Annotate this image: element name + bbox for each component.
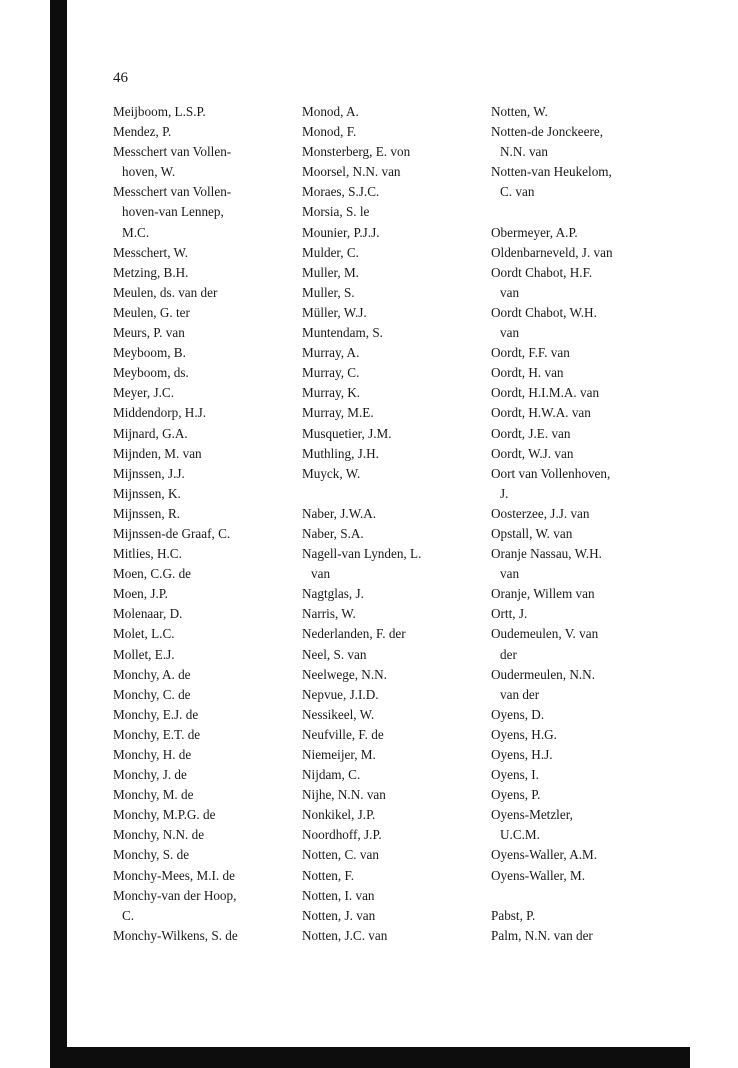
index-entry: Meyboom, ds. — [113, 365, 189, 381]
index-entry: Monchy, M.P.G. de — [113, 807, 216, 823]
index-entry: Oyens-Waller, M. — [491, 867, 585, 883]
index-entry-continuation: van — [500, 284, 520, 300]
index-entry: Nijdam, C. — [302, 767, 361, 783]
index-entry: Monchy, N.N. de — [113, 827, 205, 843]
index-entry: Monod, A. — [302, 104, 359, 119]
index-entry: Notten-de Jonckeere, — [491, 124, 604, 140]
index-entry: Mollet, E.J. — [113, 646, 175, 662]
index-entry: Notten, J. van — [302, 907, 376, 923]
index-entry-continuation: C. — [122, 907, 135, 923]
index-entry: Notten, F. — [302, 867, 355, 883]
index-entry: Mijnssen, J.J. — [113, 465, 185, 481]
index-entry: Muyck, W. — [302, 465, 361, 481]
section-gap — [491, 886, 681, 906]
index-entry: Metzing, B.H. — [113, 264, 189, 280]
index-entry: Oudermeulen, N.N. — [491, 666, 596, 682]
index-entry: Oyens-Waller, A.M. — [491, 847, 598, 863]
index-entry-continuation: van — [500, 566, 520, 582]
index-entry: Oyens-Metzler, — [491, 807, 573, 823]
index-entry: Obermeyer, A.P. — [491, 224, 578, 240]
index-entry: Mulder, C. — [302, 244, 359, 260]
index-entry: Niemeijer, M. — [302, 747, 376, 762]
index-entry: Moen, J.P. — [113, 586, 168, 602]
index-entry: Nagtglas, J. — [302, 586, 364, 602]
index-entry: Oudemeulen, V. van — [491, 626, 599, 642]
index-entry: Monchy, S. de — [113, 847, 190, 863]
index-entry: Monchy, E.J. de — [113, 706, 199, 722]
index-entry: Molet, L.C. — [113, 626, 175, 642]
index-entry: Moraes, S.J.C. — [302, 184, 380, 200]
index-entry: Notten-van Heukelom, — [491, 164, 612, 180]
index-column-2 — [302, 102, 492, 946]
index-entry: Meulen, G. ter — [113, 304, 190, 320]
index-entry: Neufville, F. de — [302, 726, 384, 742]
index-entry-continuation: N.N. van — [500, 144, 548, 160]
index-entry: Notten, C. van — [302, 847, 379, 863]
page-number: 46 — [113, 70, 128, 86]
index-entry: Moorsel, N.N. van — [302, 164, 401, 180]
index-entry: Oordt, F.F. van — [491, 345, 570, 361]
index-entry: Mijnden, M. van — [113, 445, 202, 461]
index-entry: Monchy-Mees, M.I. de — [113, 867, 235, 883]
index-entry: Meulen, ds. van der — [113, 284, 218, 300]
index-entry: Naber, S.A. — [302, 525, 364, 541]
index-entry: Middendorp, H.J. — [113, 405, 207, 421]
index-entry: Messchert van Vollen- — [113, 184, 232, 200]
section-gap — [491, 202, 681, 222]
index-entry: Oordt Chabot, H.F. — [491, 264, 593, 280]
index-entry: Monchy, J. de — [113, 767, 187, 783]
index-entry: Muller, M. — [302, 264, 359, 280]
index-entry: Oyens, H.J. — [491, 747, 553, 762]
index-entry: Monchy, A. de — [113, 666, 191, 682]
index-entry-continuation: van — [311, 566, 331, 582]
index-entry: Meurs, P. van — [113, 325, 185, 341]
index-entry: Oordt, H. van — [491, 365, 564, 381]
index-entry-continuation: U.C.M. — [500, 827, 540, 843]
index-entry: Messchert van Vollen- — [113, 144, 232, 160]
index-entry: Musquetier, J.M. — [302, 425, 392, 441]
index-entry: Monchy, C. de — [113, 686, 191, 702]
index-entry: Mijnard, G.A. — [113, 425, 188, 441]
index-entry: Notten, I. van — [302, 887, 375, 903]
index-entry: Murray, A. — [302, 345, 360, 361]
index-entry: Mijnssen, K. — [113, 485, 181, 501]
index-entry: Monchy-Wilkens, S. de — [113, 927, 238, 943]
index-entry: Moen, C.G. de — [113, 566, 192, 582]
index-entry: Monchy, M. de — [113, 787, 194, 803]
index-entry: Palm, N.N. van der — [491, 927, 593, 943]
index-entry-continuation: J. — [500, 485, 509, 501]
index-entry: Neelwege, N.N. — [302, 666, 387, 682]
index-entry: Nonkikel, J.P. — [302, 807, 376, 823]
index-entry: Meyboom, B. — [113, 345, 186, 361]
index-entry: Oordt, W.J. van — [491, 445, 574, 461]
index-entry: Opstall, W. van — [491, 525, 573, 541]
index-entry: Nederlanden, F. der — [302, 626, 406, 642]
index-entry: Nessikeel, W. — [302, 706, 375, 722]
index-entry: Oordt Chabot, W.H. — [491, 304, 597, 320]
index-entry: Muntendam, S. — [302, 325, 383, 341]
index-entry: Müller, W.J. — [302, 304, 367, 320]
index-entry: Oordt, J.E. van — [491, 425, 571, 441]
index-entry: Murray, K. — [302, 385, 361, 401]
index-entry: Oyens, P. — [491, 787, 541, 803]
index-entry: Mijnssen, R. — [113, 505, 181, 521]
index-entry-continuation: C. van — [500, 184, 535, 200]
index-entry: Oyens, H.G. — [491, 726, 557, 742]
index-entry: Muthling, J.H. — [302, 445, 379, 461]
index-entry-continuation: van der — [500, 686, 540, 702]
index-entry-continuation: hoven-van Lennep, — [122, 204, 224, 220]
index-entry: Mijnssen-de Graaf, C. — [113, 525, 231, 541]
index-entry: Meyer, J.C. — [113, 385, 175, 401]
index-entry: Molenaar, D. — [113, 606, 183, 622]
index-entry: Nagell-van Lynden, L. — [302, 546, 422, 562]
index-entry: Oldenbarneveld, J. van — [491, 244, 613, 260]
index-entry: Mendez, P. — [113, 124, 172, 140]
index-entry: Murray, M.E. — [302, 405, 374, 421]
index-entry: Monsterberg, E. von — [302, 144, 411, 160]
index-entry: Oordt, H.W.A. van — [491, 405, 591, 421]
index-entry: Monchy, E.T. de — [113, 726, 201, 742]
index-entry: Oort van Vollenhoven, — [491, 465, 611, 481]
index-entry: Oosterzee, J.J. van — [491, 505, 590, 521]
index-entry: Naber, J.W.A. — [302, 505, 377, 521]
index-entry: Neel, S. van — [302, 646, 367, 662]
scan-border-bottom — [50, 1047, 690, 1068]
index-entry: Murray, C. — [302, 365, 360, 381]
index-entry: Oranje Nassau, W.H. — [491, 546, 602, 562]
index-entry: Noordhoff, J.P. — [302, 827, 382, 843]
index-entry: Monchy, H. de — [113, 747, 192, 762]
index-entry: Oyens, I. — [491, 767, 539, 783]
index-entry: Ortt, J. — [491, 606, 528, 622]
section-gap — [302, 484, 492, 504]
index-entry-continuation: M.C. — [122, 224, 150, 240]
index-entry: Messchert, W. — [113, 244, 189, 260]
index-entry: Mounier, P.J.J. — [302, 224, 380, 240]
index-entry: Muller, S. — [302, 284, 355, 300]
index-entry: Monod, F. — [302, 124, 357, 140]
index-entry: Morsia, S. le — [302, 204, 370, 220]
index-entry: Notten, W. — [491, 104, 548, 119]
index-entry-continuation: van — [500, 325, 520, 341]
index-entry: Oranje, Willem van — [491, 586, 595, 602]
index-entry-continuation: hoven, W. — [122, 164, 176, 180]
index-column-1 — [113, 102, 303, 946]
index-entry: Oordt, H.I.M.A. van — [491, 385, 600, 401]
index-entry: Monchy-van der Hoop, — [113, 887, 237, 903]
index-entry: Pabst, P. — [491, 907, 536, 923]
index-entry: Oyens, D. — [491, 706, 545, 722]
index-entry-continuation: der — [500, 646, 517, 662]
index-entry: Nepvue, J.I.D. — [302, 686, 379, 702]
index-entry: Narris, W. — [302, 606, 356, 622]
scan-border-left — [50, 0, 67, 1068]
index-entry: Notten, J.C. van — [302, 927, 388, 943]
index-entry: Nijhe, N.N. van — [302, 787, 386, 803]
index-entry: Mitlies, H.C. — [113, 546, 182, 562]
index-entry: Meijboom, L.S.P. — [113, 104, 206, 119]
index-column-3 — [491, 102, 681, 946]
